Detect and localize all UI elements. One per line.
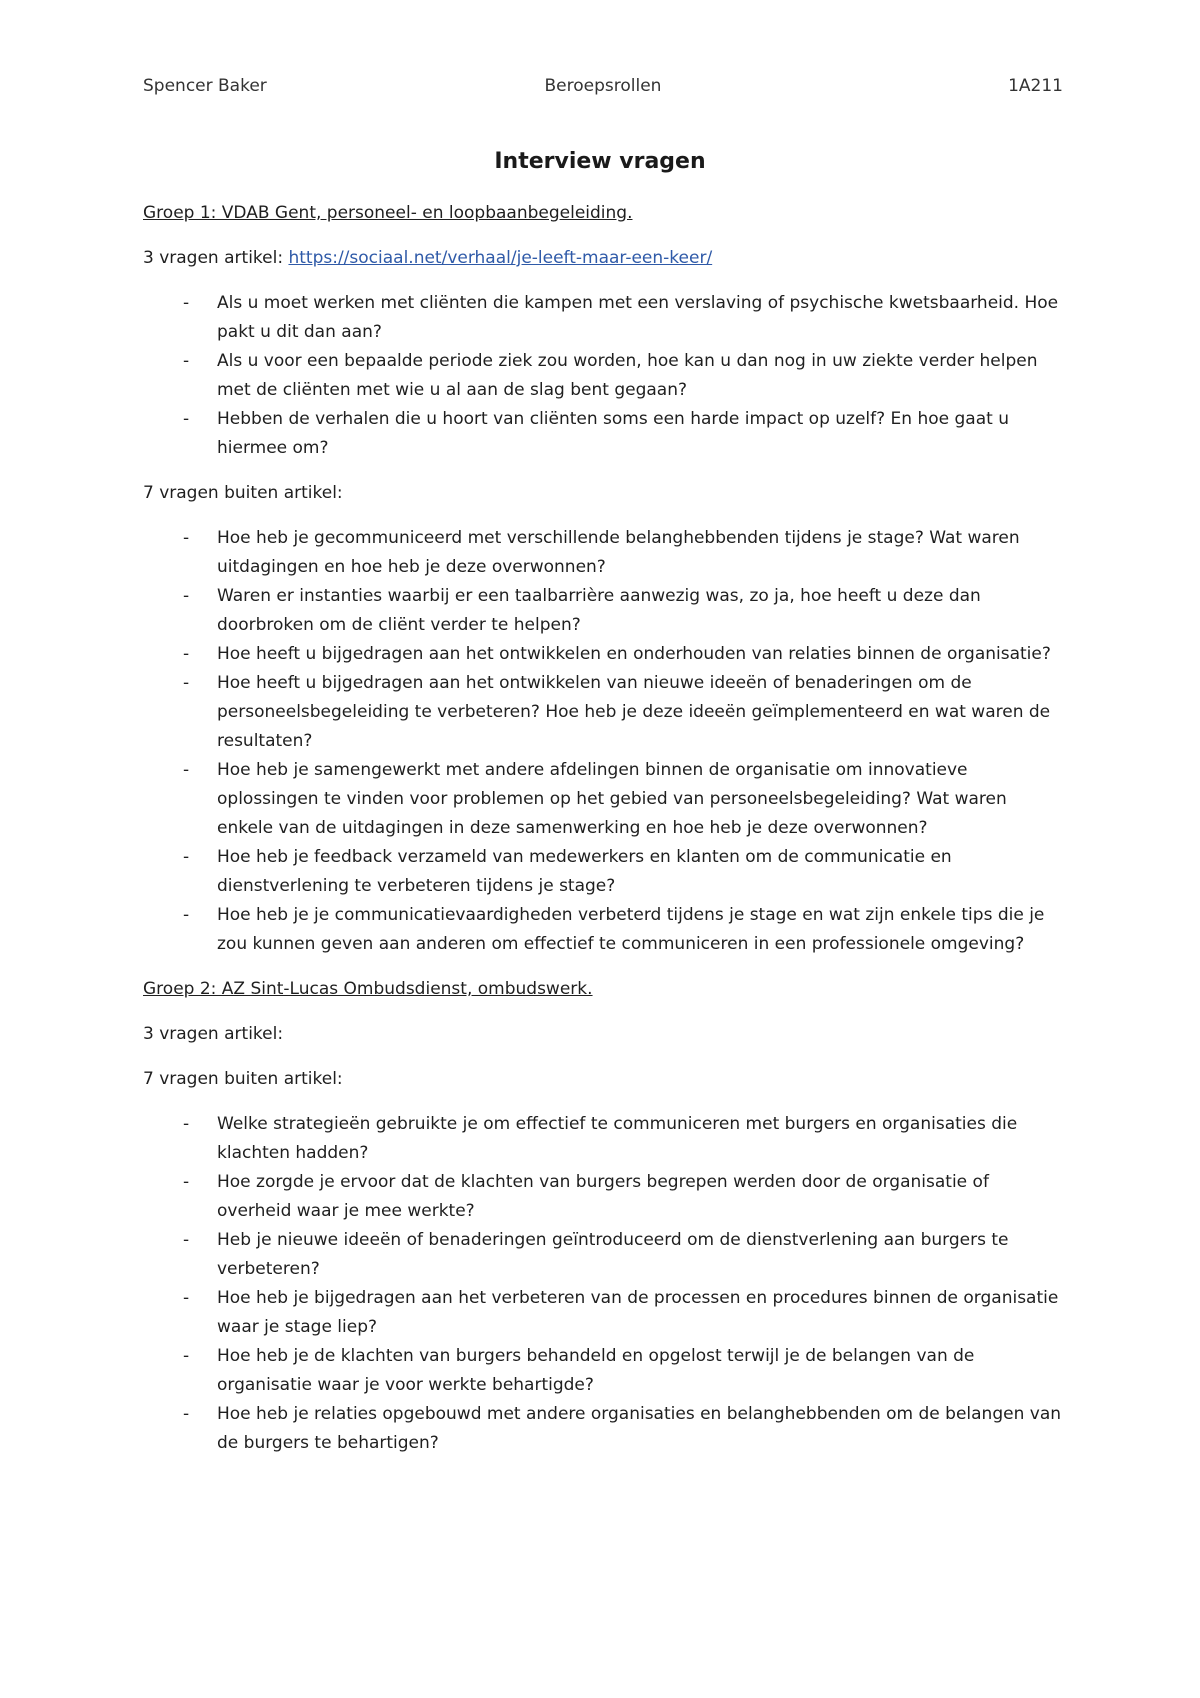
page-header (143, 76, 1063, 100)
group1-article-label: 3 vragen artikel: (143, 248, 289, 268)
list-item: - Hebben de verhalen die u hoort van cliënten soms een harde impact op uzelf? En hoe gaat u hiermee om? (143, 405, 1063, 463)
group2-heading: Groep 2: AZ Sint-Lucas Ombudsdienst, ombudswerk. (143, 979, 593, 999)
list-item: - Hoe heeft u bijgedragen aan het ontwikkelen en onderhouden van relaties binnen de organisatie? (143, 640, 1063, 669)
list-item: - Welke strategieën gebruikte je om effectief te communiceren met burgers en organisaties die klachten hadden? (143, 1110, 1063, 1168)
list-item: - Hoe heb je je communicatievaardigheden verbeterd tijdens je stage en wat zijn enkele tips die je zou kunnen geven aan anderen om effectief te communiceren in een professionele omgeving? (143, 901, 1063, 959)
list-item: - Hoe heb je samengewerkt met andere afdelingen binnen de organisatie om innovatieve oplossingen te vinden voor problemen op het gebied van personeelsbegeleiding? Wat waren enkele van de uitdagingen in deze samenwerking en hoe heb je deze overwonnen? (143, 756, 1063, 843)
list-item: - Hoe heb je bijgedragen aan het verbeteren van de processen en procedures binnen de organisatie waar je stage liep? (143, 1284, 1063, 1342)
list-item: - Als u voor een bepaalde periode ziek zou worden, hoe kan u dan nog in uw ziekte verder helpen met de cliënten met wie u al aan de slag bent gegaan? (143, 347, 1063, 405)
header-course: Beroepsrollen (544, 76, 662, 96)
document-title: Interview vragen (494, 149, 706, 174)
group1-article-line (143, 244, 1063, 273)
list-item: - Hoe heb je de klachten van burgers behandeld en opgelost terwijl je de belangen van de organisatie waar je voor werkte behartigde? (143, 1342, 1063, 1400)
group2-article-label: 3 vragen artikel: (143, 1024, 284, 1044)
list-item: - Heb je nieuwe ideeën of benaderingen geïntroduceerd om de dienstverlening aan burgers te verbeteren? (143, 1226, 1063, 1284)
list-item: - Waren er instanties waarbij er een taalbarrière aanwezig was, zo ja, hoe heeft u deze dan doorbroken om de cliënt verder te helpen? (143, 582, 1063, 640)
document-body (143, 199, 1063, 1474)
list-item: - Hoe heeft u bijgedragen aan het ontwikkelen van nieuwe ideeën of benaderingen om de personeelsbegeleiding te verbeteren? Hoe heb je deze ideeën geïmplementeerd en wat waren de resultaten? (143, 669, 1063, 756)
list-item: - Hoe heb je relaties opgebouwd met andere organisaties en belanghebbenden om de belangen van de burgers te behartigen? (143, 1400, 1063, 1458)
group1-article-link[interactable]: https://sociaal.net/verhaal/je-leeft-maar-een-keer/ (288, 248, 713, 268)
group1-article-questions (143, 289, 1063, 463)
group1-heading: Groep 1: VDAB Gent, personeel- en loopbaanbegeleiding. (143, 203, 633, 223)
group1-outside-questions (143, 524, 1063, 959)
group2-outside-label: 7 vragen buiten artikel: (143, 1069, 343, 1089)
header-class-code: 1A211 (1008, 76, 1063, 96)
list-item: - Hoe zorgde je ervoor dat de klachten van burgers begrepen werden door de organisatie of overheid waar je mee werkte? (143, 1168, 1063, 1226)
group1-outside-label: 7 vragen buiten artikel: (143, 483, 343, 503)
list-item: - Als u moet werken met cliënten die kampen met een verslaving of psychische kwetsbaarheid. Hoe pakt u dit dan aan? (143, 289, 1063, 347)
header-author: Spencer Baker (143, 76, 267, 96)
group2-outside-questions (143, 1110, 1063, 1458)
list-item: - Hoe heb je feedback verzameld van medewerkers en klanten om de communicatie en dienstverlening te verbeteren tijdens je stage? (143, 843, 1063, 901)
list-item: - Hoe heb je gecommuniceerd met verschillende belanghebbenden tijdens je stage? Wat waren uitdagingen en hoe heb je deze overwonnen? (143, 524, 1063, 582)
